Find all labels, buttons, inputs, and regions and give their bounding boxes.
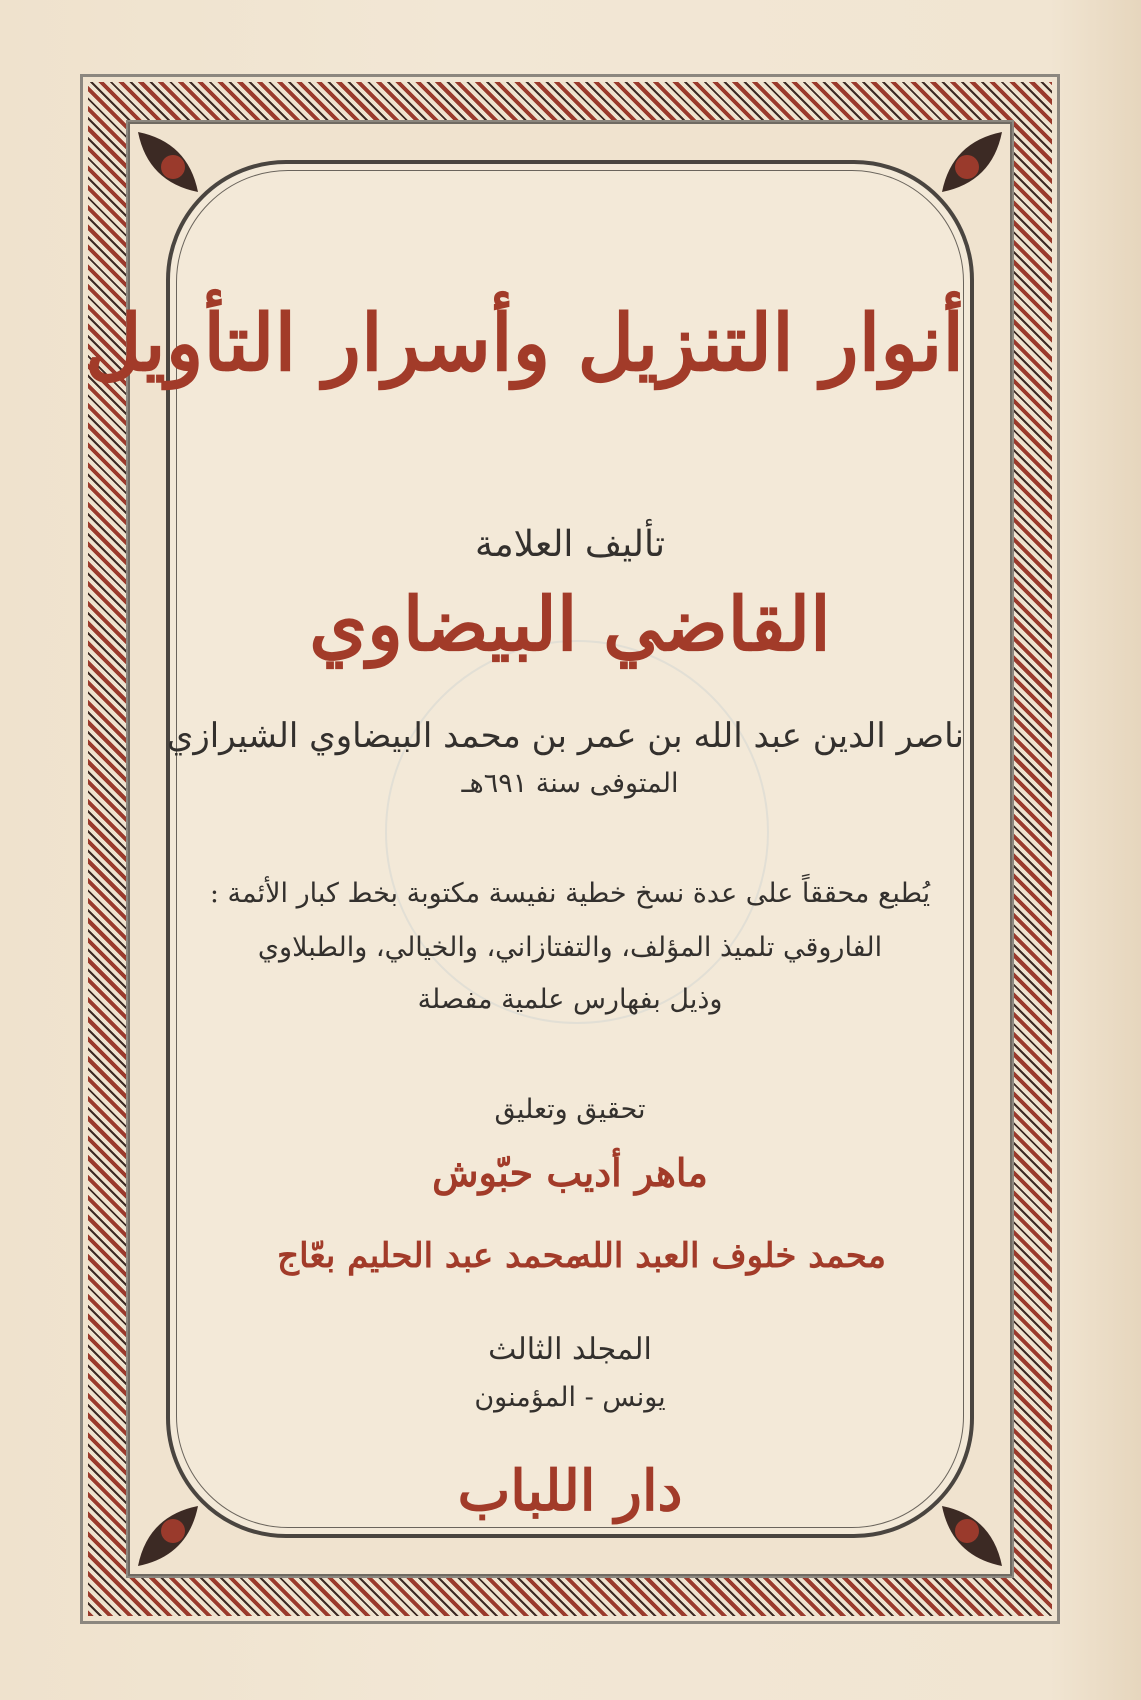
description-line: يُطبع محققاً على عدة نسخ خطية نفيسة مكتوبة بخط كبار الأئمة : [209, 878, 931, 909]
surah-range: يونس - المؤمنون [474, 1382, 666, 1413]
watermark-seal [385, 640, 769, 1024]
book-title: أنوار التنزيل وأسرار التأويل [84, 298, 964, 389]
author-name: القاضي البيضاوي [309, 582, 831, 668]
volume-label: المجلد الثالث [488, 1332, 652, 1367]
editing-label: تحقيق وتعليق [494, 1094, 646, 1125]
description-line: الفاروقي تلميذ المؤلف، والتفتازاني، والخيالي، والطبلاوي [257, 932, 883, 963]
authored-by-label: تأليف العلامة [475, 524, 665, 565]
editor-main: ماهر أديب حبّوش [432, 1150, 708, 1195]
description-line: وذيل بفهارس علمية مفصلة [417, 984, 723, 1015]
author-death-year: المتوفى سنة ٦٩١هـ [461, 768, 679, 799]
author-full-name: ناصر الدين عبد الله بن عمر بن محمد البيضاوي الشيرازي [166, 716, 964, 756]
publisher-name: دار اللباب [457, 1458, 683, 1524]
editor-name: محمد عبد الحليم بعّاج [277, 1236, 583, 1276]
editor-name: محمد خلوف العبد الله [574, 1236, 886, 1276]
